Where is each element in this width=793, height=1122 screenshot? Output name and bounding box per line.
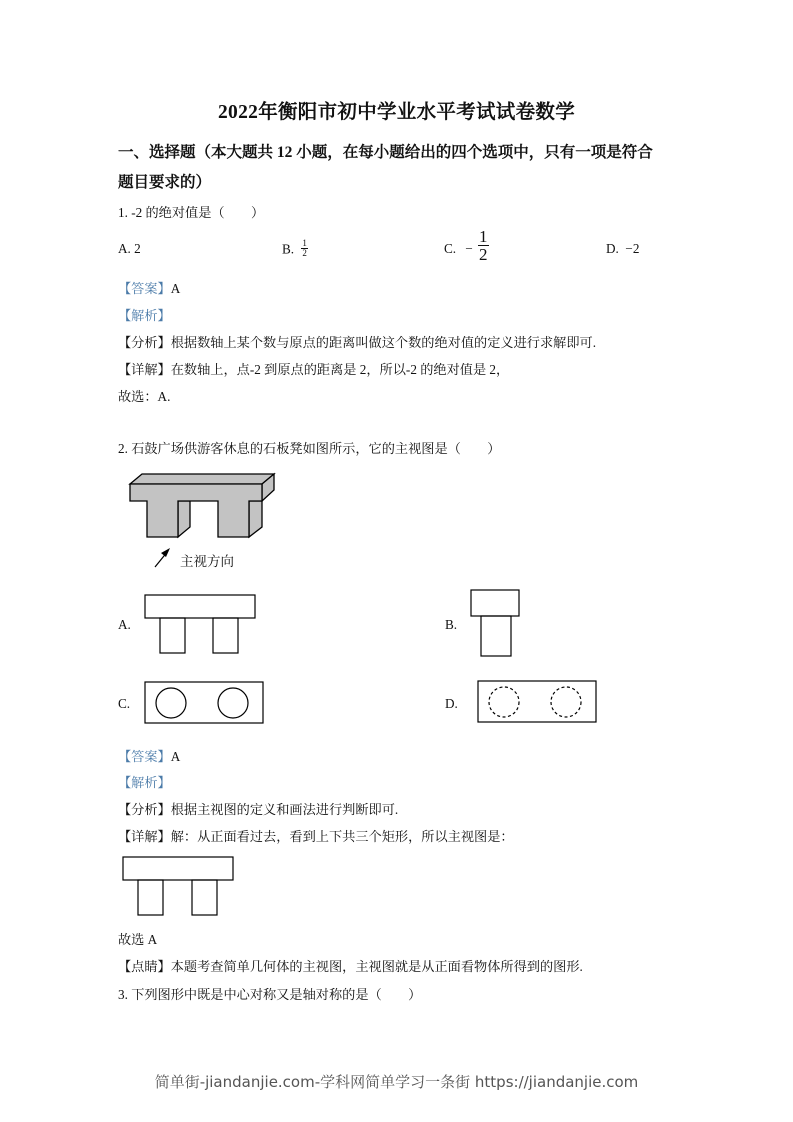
fraction-denominator: 2 <box>302 248 307 258</box>
q1-xiangjie: 【详解】在数轴上，点-2 到原点的距离是 2，所以-2 的绝对值是 2， <box>118 362 510 377</box>
question-1-stem: 1. -2 的绝对值是（ ） <box>118 205 265 220</box>
fraction-numerator: 1 <box>302 238 307 248</box>
document-title: 2022年衡阳市初中学业水平考试试卷数学 <box>218 102 575 123</box>
q2-option-a-label: A. <box>118 617 131 632</box>
answer-value: A <box>170 749 181 764</box>
q2-option-d-label: D. <box>445 696 458 711</box>
q2-conclusion: 故选 A <box>118 932 158 947</box>
q2-answer <box>118 746 180 765</box>
q2-analysis-tag: 【解析】 <box>118 775 171 790</box>
q1-option-a: A. 2 <box>118 241 141 256</box>
answer-value: A <box>170 281 181 296</box>
q2-fenxi: 【分析】根据主视图的定义和画法进行判断即可. <box>118 802 399 817</box>
answer-tag: 【答案】 <box>118 281 171 296</box>
fraction-denominator: 2 <box>479 245 488 264</box>
q1-option-c-sign: − <box>465 241 473 256</box>
q1-option-d: D. −2 <box>606 241 640 256</box>
q1-analysis-tag: 【解析】 <box>118 308 171 323</box>
section-heading-continued: 题目要求的） <box>118 174 212 191</box>
question-2-stem: 2. 石鼓广场供游客休息的石板凳如图所示，它的主视图是（ ） <box>118 441 501 456</box>
view-direction-arrow-icon <box>155 548 170 567</box>
q2-xiangjie: 【详解】解：从正面看过去，看到上下共三个矩形，所以主视图是： <box>118 829 514 844</box>
fraction-numerator: 1 <box>479 227 488 246</box>
q2-option-b-label: B. <box>445 617 458 632</box>
q1-fenxi: 【分析】根据数轴上某个数与原点的距离叫做这个数的绝对值的定义进行求解即可. <box>118 335 597 350</box>
q2-answer-figure <box>123 857 233 915</box>
q2-option-b-figure <box>471 590 519 656</box>
question-3-stem: 3. 下列图形中既是中心对称又是轴对称的是（ ） <box>118 987 422 1002</box>
footer-watermark: 简单街-jiandanjie.com-学科网简单学习一条街 https://jiandanjie.com <box>154 1073 639 1091</box>
section-heading: 一、选择题（本大题共 12 小题，在每小题给出的四个选项中，只有一项是符合 <box>118 144 653 161</box>
q1-option-c-label: C. <box>444 241 457 256</box>
q1-option-b-label: B. <box>282 241 295 257</box>
q2-option-d-figure <box>478 681 596 722</box>
q2-option-c-label: C. <box>118 696 131 711</box>
q2-option-a-figure <box>145 595 255 653</box>
answer-tag: 【答案】 <box>118 749 171 764</box>
q2-dianjing: 【点睛】本题考查简单几何体的主视图，主视图就是从正面看物体所得到的图形. <box>118 959 583 974</box>
q1-conclusion: 故选：A. <box>118 389 171 404</box>
view-direction-caption: 主视方向 <box>180 554 234 570</box>
q2-option-c-figure <box>145 682 263 723</box>
